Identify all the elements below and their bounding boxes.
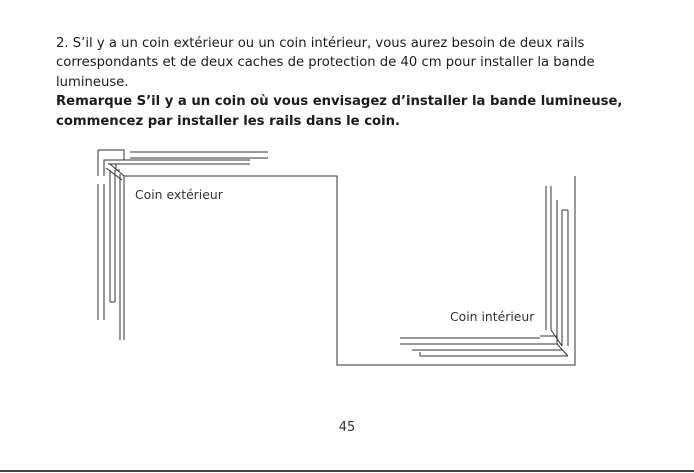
wall-outline <box>124 176 575 365</box>
inner-corner-label: Coin intérieur <box>450 309 535 324</box>
bottom-rule <box>0 470 694 472</box>
outer-corner-label: Coin extérieur <box>135 187 223 202</box>
inner-corner-rails <box>400 186 568 356</box>
page-number: 45 <box>338 420 356 435</box>
step-paragraph: 2. S’il y a un coin extérieur ou un coin intérieur, vous aurez besoin de deux rails correspondants et de deux caches de protection de 40 cm pour installer la bande lumineuse. <box>56 36 595 90</box>
note-paragraph: Remarque S’il y a un coin où vous envisagez d’installer la bande lumineuse, commencez par installer les rails dans le coin. <box>56 94 623 129</box>
outer-corner-rails <box>98 150 268 340</box>
